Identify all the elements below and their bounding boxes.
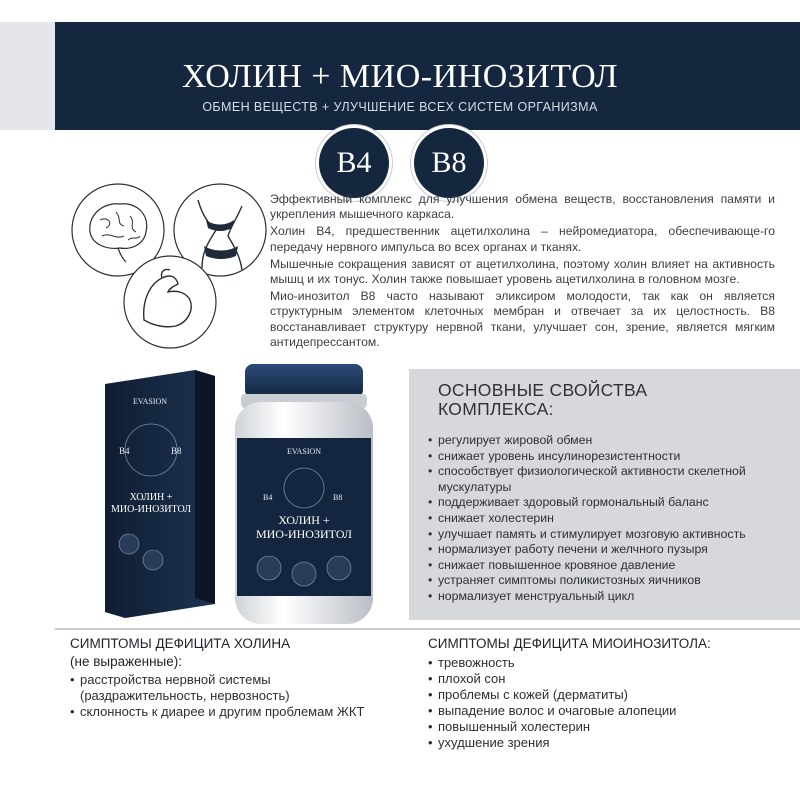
property-item: • способствует физиологической активности скелетной мускулатуры bbox=[428, 464, 788, 495]
choline-deficit-list bbox=[70, 672, 390, 720]
vitamin-b8-badge: B8 bbox=[414, 128, 484, 198]
properties-list bbox=[428, 433, 788, 605]
jar-brand: EVASION bbox=[286, 447, 322, 456]
property-item: • снижает повышенное кровяное давление bbox=[428, 558, 788, 574]
box-name-line1: ХОЛИН + bbox=[129, 492, 173, 503]
inositol-symptom-item: • проблемы с кожей (дерматиты) bbox=[428, 687, 788, 703]
product-box bbox=[105, 370, 215, 618]
inositol-symptom-item: • повышенный холестерин bbox=[428, 719, 788, 735]
page-title: ХОЛИН + МИО-ИНОЗИТОЛ bbox=[181, 58, 619, 95]
property-item: • улучшает память и стимулирует мозговую активность bbox=[428, 527, 788, 543]
jar-name-line1: ХОЛИН + bbox=[278, 513, 330, 527]
description-paragraph: Мышечные сокращения зависят от ацетилхолина, поэтому холин влияет на активность мышц и их тонус. Холин также повышает уровень ацетилхолина в головном мозге. bbox=[270, 256, 775, 287]
jar-name-line2: МИО-ИНОЗИТОЛ bbox=[255, 527, 353, 541]
box-vitamin-b4: B4 bbox=[119, 446, 130, 456]
inositol-symptom-item: • выпадение волос и очаговые алопеции bbox=[428, 703, 788, 719]
body-icons-cluster bbox=[70, 180, 270, 350]
properties-title-line1: ОСНОВНЫЕ СВОЙСТВА bbox=[438, 380, 648, 400]
property-item: • снижает уровень инсулинорезистентности bbox=[428, 449, 788, 465]
properties-title bbox=[438, 381, 647, 419]
product-package bbox=[95, 362, 395, 632]
property-item: • поддерживает здоровый гормональный баланс bbox=[428, 495, 788, 511]
inositol-symptom-item: • тревожность bbox=[428, 655, 788, 671]
muscle-arm-icon bbox=[124, 256, 216, 348]
property-item: • нормализует работу печени и желчного пузыря bbox=[428, 542, 788, 558]
description-paragraph: Холин В4, предшественник ацетилхолина – нейромедиатора, обеспечивающе-го передачу нервного импульса во всех органах и тканях. bbox=[270, 224, 775, 254]
box-vitamin-b8: B8 bbox=[171, 446, 182, 456]
inositol-deficit-list bbox=[428, 655, 788, 751]
jar-vitamin-b4: B4 bbox=[263, 493, 273, 502]
jar-vitamin-b8: B8 bbox=[333, 493, 343, 502]
box-name-line2: МИО-ИНОЗИТОЛ bbox=[110, 504, 192, 515]
property-item: • снижает холестерин bbox=[428, 511, 788, 527]
choline-deficit-title: СИМПТОМЫ ДЕФИЦИТА ХОЛИНА bbox=[70, 636, 291, 651]
property-item: • устраняет симптомы поликистозных яичников bbox=[428, 573, 788, 589]
description-block bbox=[270, 192, 775, 352]
bottom-divider bbox=[55, 628, 800, 630]
box-brand: EVASION bbox=[132, 397, 168, 406]
choline-deficit-subtitle: (не выраженные): bbox=[70, 654, 183, 669]
vitamin-b4-badge: B4 bbox=[319, 128, 389, 198]
choline-symptom-item: • расстройства нервной системы (раздражительность, нервозность) bbox=[70, 672, 390, 704]
property-item: • нормализует менструальный цикл bbox=[428, 589, 788, 605]
description-paragraph: Мио-инозитол В8 часто называют эликсиром молодости, так как он является структурным элементом клеточных мембран и отвечает за их целостность. В8 восстанавливает структуру нервной ткани, улучшает сон, зрение, является мягким антидепрессантом. bbox=[270, 289, 775, 349]
property-item: • регулирует жировой обмен bbox=[428, 433, 788, 449]
description-paragraph: Эффективный комплекс для улучшения обмена веществ, восстановления памяти и укрепления мышечного каркаса. bbox=[270, 192, 775, 222]
page-subtitle: ОБМЕН ВЕЩЕСТВ + УЛУЧШЕНИЕ ВСЕХ СИСТЕМ ОРГАНИЗМА bbox=[202, 100, 598, 114]
properties-title-line2: КОМПЛЕКСА: bbox=[438, 399, 554, 419]
inositol-deficit-title: СИМПТОМЫ ДЕФИЦИТА МИОИНОЗИТОЛА: bbox=[428, 636, 711, 651]
product-jar bbox=[235, 364, 373, 624]
choline-symptom-item: • склонность к диарее и другим проблемам ЖКТ bbox=[70, 704, 390, 720]
inositol-symptom-item: • ухудшение зрения bbox=[428, 735, 788, 751]
inositol-symptom-item: • плохой сон bbox=[428, 671, 788, 687]
